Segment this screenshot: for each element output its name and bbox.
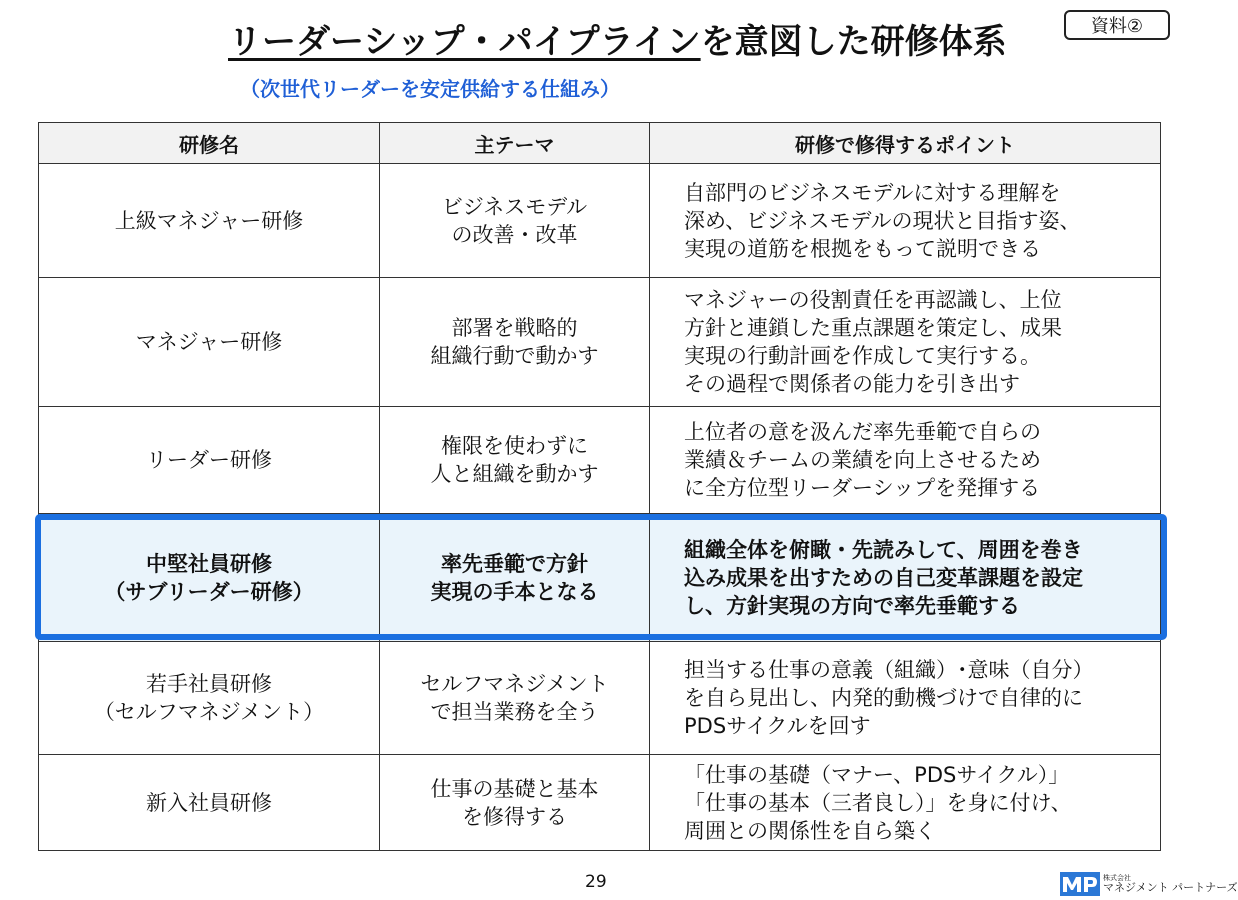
theme-cell xyxy=(380,164,650,278)
table-row xyxy=(39,642,1161,755)
point-cell xyxy=(650,642,1161,755)
point-cell xyxy=(650,407,1161,514)
company-text xyxy=(1103,875,1238,893)
training-name-cell xyxy=(39,514,380,642)
header-main-theme: 主テーマ xyxy=(380,123,650,164)
table-row xyxy=(39,278,1161,407)
training-name: リーダー研修 xyxy=(146,448,272,472)
page-title xyxy=(228,22,1007,63)
point-cell xyxy=(650,164,1161,278)
point-cell xyxy=(650,755,1161,851)
training-name: マネジャー研修 xyxy=(135,330,283,354)
training-name-cell xyxy=(39,278,380,407)
table-row xyxy=(39,164,1161,278)
training-name-cell xyxy=(39,407,380,514)
company-logo xyxy=(1060,871,1238,897)
table-row xyxy=(39,755,1161,851)
theme-cell xyxy=(380,642,650,755)
training-name: 若手社員研修 （セルフマネジメント） xyxy=(93,672,325,724)
training-point: 「仕事の基礎（マナー、PDSサイクル）」 「仕事の基本（三者良し）」を身に付け、 周囲との関係性を自ら築く xyxy=(684,762,1072,843)
training-theme: 率先垂範で方針 実現の手本となる xyxy=(430,551,599,604)
page-number: 29 xyxy=(585,872,607,892)
training-name-cell xyxy=(39,164,380,278)
theme-cell xyxy=(380,407,650,514)
training-theme: 仕事の基礎と基本 を修得する xyxy=(430,776,599,829)
header-learning-points: 研修で修得するポイント xyxy=(650,123,1161,164)
training-point: 自部門のビジネスモデルに対する理解を 深め、ビジネスモデルの現状と目指す姿、 実現の道筋を根拠をもって説明できる xyxy=(684,180,1081,261)
mp-logo-icon xyxy=(1060,872,1100,896)
training-name: 中堅社員研修 （サブリーダー研修） xyxy=(104,551,314,604)
title-underlined-part: リーダーシップ・パイプライン xyxy=(228,22,701,62)
training-point: 担当する仕事の意義（組織）･意味（自分） を自ら見出し、内発的動機づけで自律的に PDSサイクルを回す xyxy=(684,658,1094,738)
table-row-highlighted xyxy=(39,514,1161,642)
training-point: マネジャーの役割責任を再認識し、上位 方針と連鎖した重点課題を策定し、成果 実現の行動計画を作成して実行する。 その過程で関係者の能力を引き出す xyxy=(684,288,1062,396)
training-point: 組織全体を俯瞰・先読みして、周囲を巻き 込み成果を出すための自己変革課題を設定 し、方針実現の方向で率先垂範する xyxy=(684,537,1083,618)
document-badge: 資料② xyxy=(1064,10,1170,40)
page-subtitle: （次世代リーダーを安定供給する仕組み） xyxy=(240,77,620,101)
training-theme: セルフマネジメント で担当業務を全う xyxy=(420,672,609,724)
point-cell xyxy=(650,278,1161,407)
training-theme: ビジネスモデル の改善・改革 xyxy=(441,194,588,247)
theme-cell xyxy=(380,278,650,407)
training-theme: 部署を戦略的 組織行動で動かす xyxy=(430,316,599,368)
training-name: 新入社員研修 xyxy=(146,790,272,815)
table-header-row xyxy=(39,123,1161,164)
training-system-table xyxy=(38,122,1161,851)
point-cell xyxy=(650,514,1161,642)
title-rest: を意図した研修体系 xyxy=(700,22,1007,62)
theme-cell xyxy=(380,514,650,642)
training-name: 上級マネジャー研修 xyxy=(114,208,304,233)
table-row xyxy=(39,407,1161,514)
theme-cell xyxy=(380,755,650,851)
company-type: 株式会社 xyxy=(1103,874,1131,882)
company-name: マネジメント パートナーズ xyxy=(1103,881,1238,894)
training-theme: 権限を使わずに 人と組織を動かす xyxy=(430,434,599,486)
training-name-cell xyxy=(39,642,380,755)
training-point: 上位者の意を汲んだ率先垂範で自らの 業績＆チームの業績を向上させるため に全方位型リーダーシップを発揮する xyxy=(684,420,1041,500)
header-training-name: 研修名 xyxy=(39,123,380,164)
training-name-cell xyxy=(39,755,380,851)
